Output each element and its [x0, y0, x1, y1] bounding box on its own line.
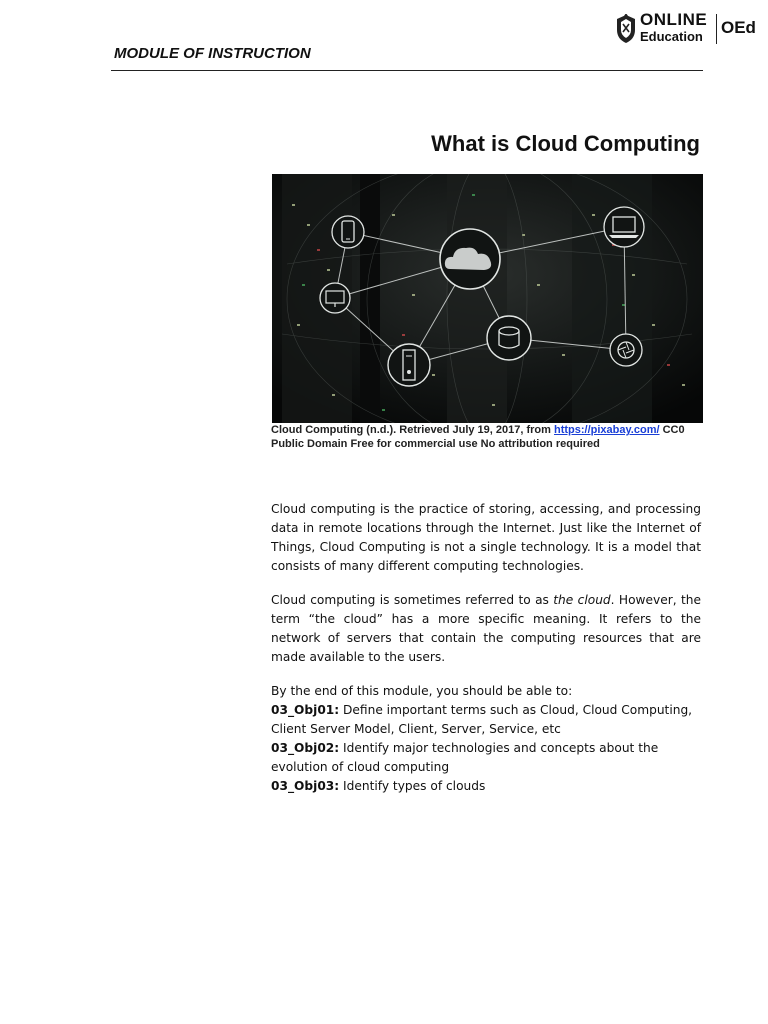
paragraph2-text-start: Cloud computing is sometimes referred to as [271, 593, 554, 607]
cloud-network-figure [272, 174, 703, 423]
objectives-section [271, 682, 701, 796]
shield-crest-icon [616, 14, 636, 44]
module-header-title: MODULE OF INSTRUCTION [114, 45, 311, 62]
logo-divider [716, 14, 717, 44]
objective-item [271, 777, 701, 796]
pixabay-link[interactable]: https://pixabay.com/ [554, 424, 660, 436]
objective-code: 03_Obj02: [271, 741, 340, 755]
objective-text: Define important terms such as Cloud, Cloud Computing, Client Server Model, Client, Server, Service, etc [271, 703, 693, 736]
objectives-intro: By the end of this module, you should be able to: [271, 684, 573, 698]
figure-caption [271, 423, 703, 451]
caption-text-end: CC0 Public Domain Free for commercial use No attribution required [271, 424, 685, 450]
aperture-icon [610, 334, 642, 366]
paragraph-the-cloud [271, 591, 701, 667]
server-tower-icon [388, 344, 430, 386]
objective-code: 03_Obj03: [271, 779, 340, 793]
logo-education-text: Education [640, 29, 703, 44]
online-education-logo [616, 12, 764, 48]
monitor-icon [320, 283, 350, 313]
paragraph-definition: Cloud computing is the practice of storing, accessing, and processing data in remote locations through the Internet. Just like the Internet of Things, Cloud Computing is not a single technology. It is a model that consists of many different computing technologies. [271, 502, 701, 573]
laptop-icon [604, 207, 644, 247]
database-icon [487, 316, 531, 360]
paragraph2-text-end: . However, the term “the cloud” has a more specific meaning. It refers to the network of servers that contain the computing resources that are made available to the users. [271, 593, 701, 664]
smartphone-icon [332, 216, 364, 248]
cloud-network-illustration [272, 174, 703, 423]
paragraph2-italic-term: the cloud [553, 593, 611, 607]
objective-code: 03_Obj01: [271, 703, 340, 717]
header-divider [111, 70, 703, 71]
objective-item [271, 701, 701, 739]
objective-text: Identify major technologies and concepts about the evolution of cloud computing [271, 741, 659, 774]
logo-online-text: ONLINE [640, 10, 708, 29]
page-title: What is Cloud Computing [431, 131, 700, 156]
caption-text-start: Cloud Computing (n.d.). Retrieved July 19, 2017, from [271, 424, 554, 436]
logo-oed-text: OEd [721, 18, 756, 37]
objective-text: Identify types of clouds [339, 779, 486, 793]
cloud-icon [440, 229, 500, 289]
objective-item [271, 739, 701, 777]
